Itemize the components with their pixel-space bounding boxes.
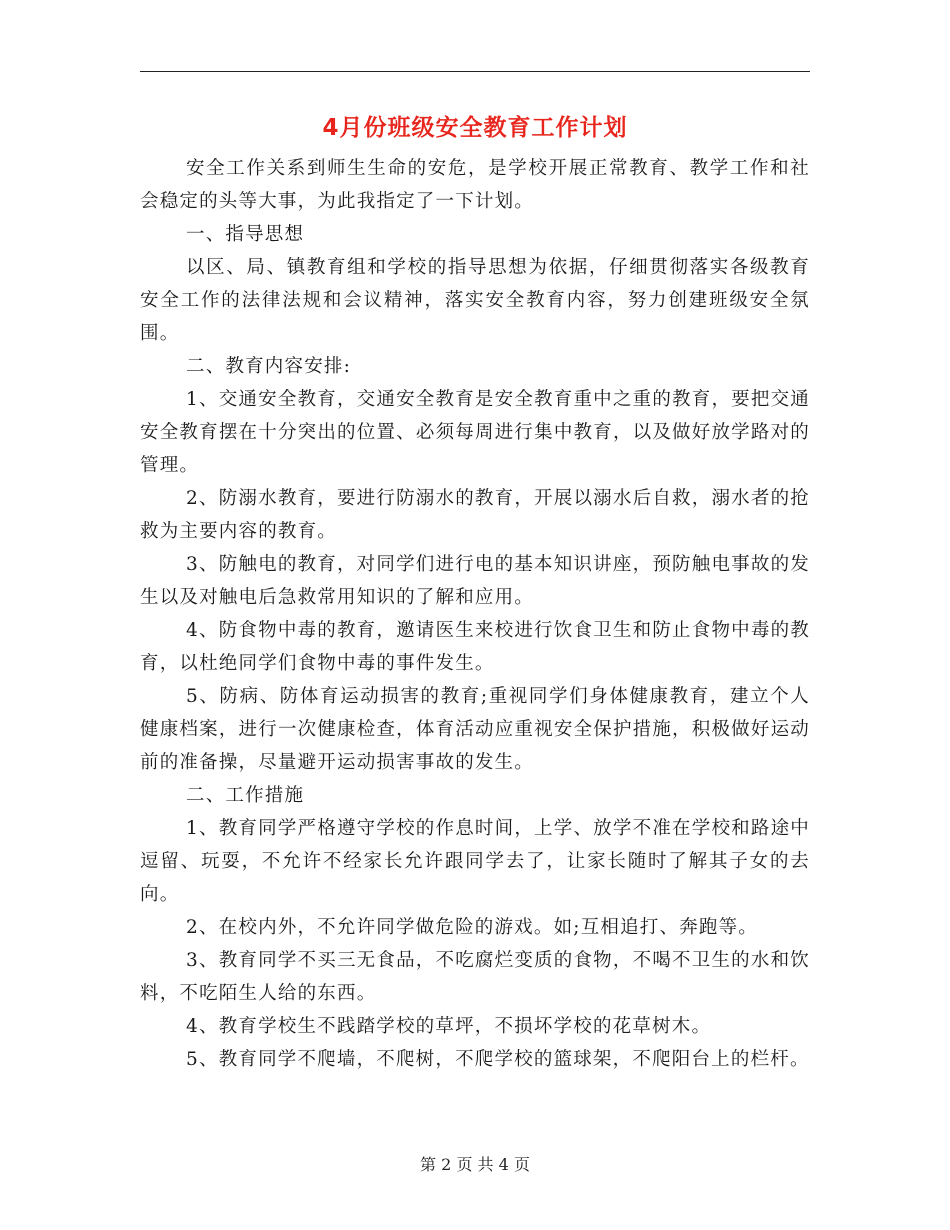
paragraph-food-poisoning: 4、防食物中毒的教育，邀请医生来校进行饮食卫生和防止食物中毒的教育，以杜绝同学们食物中毒的事件发生。: [140, 620, 810, 674]
footer-suffix: 页: [513, 1155, 530, 1174]
paragraph-sports-injury: 5、防病、防体育运动损害的教育;重视同学们身体健康教育，建立个人健康档案，进行一次健康检查，体育活动应重视安全保护措施，积极做好运动前的准备操，尽量避开运动损害事故的发生。: [140, 686, 810, 773]
paragraph-drowning-prevention: 2、防溺水教育，要进行防溺水的教育，开展以溺水后自救，溺水者的抢救为主要内容的教育。: [140, 488, 810, 542]
page-footer: [140, 1153, 810, 1177]
footer-total-pages: 4: [498, 1155, 509, 1174]
paragraph-traffic-safety: 1、交通安全教育，交通安全教育是安全教育重中之重的教育，要把交通安全教育摆在十分突出的位置、必须每周进行集中教育，以及做好放学路对的管理。: [140, 389, 810, 476]
footer-total-word: 共: [477, 1155, 494, 1174]
document-title: 4月份班级安全教育工作计划: [322, 115, 628, 141]
footer-current-page: 2: [441, 1155, 452, 1174]
document-body: [140, 152, 810, 1076]
paragraph-intro: 安全工作关系到师生生命的安危，是学校开展正常教育、教学工作和社会稳定的头等大事，为此我指定了一下计划。: [140, 158, 810, 212]
footer-page-word: 页: [456, 1155, 473, 1174]
paragraph-guiding-ideology: 以区、局、镇教育组和学校的指导思想为依据，仔细贯彻落实各级教育安全工作的法律法规和会议精神，落实安全教育内容，努力创建班级安全氛围。: [140, 257, 810, 344]
paragraph-dangerous-games: 2、在校内外，不允许同学做危险的游戏。如;互相追打、奔跑等。: [186, 917, 759, 938]
paragraph-electric-safety: 3、防触电的教育，对同学们进行电的基本知识讲座，预防触电事故的发生以及对触电后急救常用知识的了解和应用。: [140, 554, 810, 608]
paragraph-lawn: 4、教育学校生不践踏学校的草坪，不损坏学校的花草树木。: [186, 1016, 712, 1037]
header-rule: [140, 71, 810, 72]
paragraph-schedule: 1、教育同学严格遵守学校的作息时间，上学、放学不准在学校和路途中逗留、玩耍，不允许不经家长允许跟同学去了，让家长随时了解其子女的去向。: [140, 818, 810, 905]
heading-guiding-ideology: 一、指导思想: [186, 224, 305, 245]
footer-prefix: 第: [420, 1155, 437, 1174]
paragraph-food-safety: 3、教育同学不买三无食品，不吃腐烂变质的食物，不喝不卫生的水和饮料，不吃陌生人给的东西。: [140, 950, 810, 1004]
heading-work-measures: 二、工作措施: [186, 785, 305, 806]
paragraph-climbing: 5、教育同学不爬墙，不爬树，不爬学校的篮球架，不爬阳台上的栏杆。: [186, 1049, 810, 1070]
heading-education-content: 二、教育内容安排:: [186, 356, 352, 377]
